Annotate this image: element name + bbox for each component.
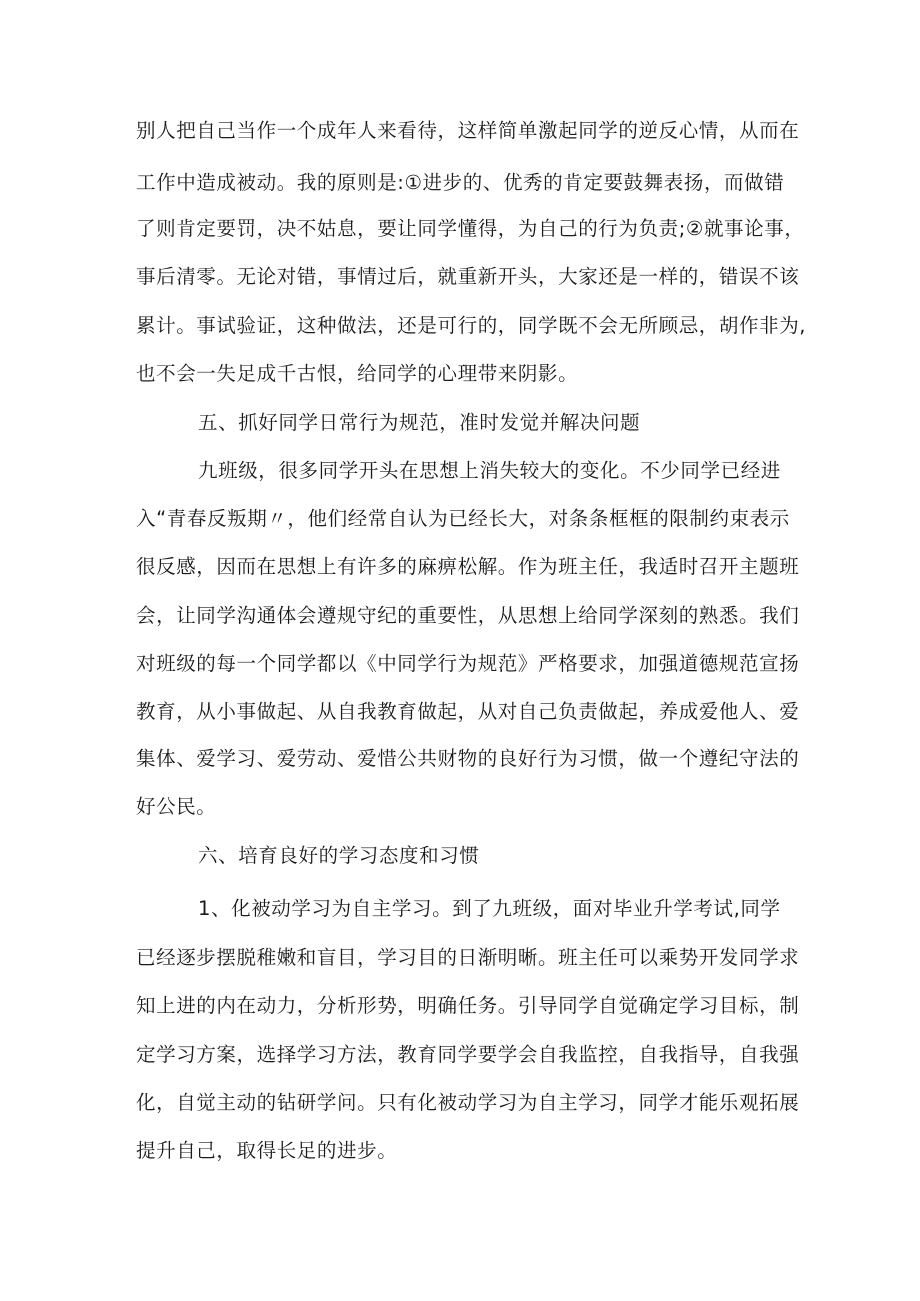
text-line: 很反感，因而在思想上有许多的麻痹松解。作为班主任，我适时召开主题班 bbox=[136, 555, 800, 578]
section-heading: 六、培育良好的学习态度和习惯 bbox=[198, 844, 480, 867]
text-line: 已经逐步摆脱稚嫩和盲目，学习目的日渐明晰。班主任可以乘势开发同学求 bbox=[136, 946, 800, 969]
text-line: 集体、爱学习、爱劳动、爱惜公共财物的良好行为习惯，做一个遵纪守法的 bbox=[136, 747, 800, 770]
text-line: 化，自觉主动的钻研学问。只有化被动学习为自主学习，同学才能乐观拓展 bbox=[136, 1091, 800, 1114]
text-line: 好公民。 bbox=[136, 795, 217, 818]
text-line: 1、化被动学习为自主学习。到了九班级，面对毕业升学考试,同学 bbox=[198, 897, 781, 920]
text-line: 九班级，很多同学开头在思想上消失较大的变化。不少同学已经进 bbox=[198, 459, 781, 482]
text-line: 别人把自己当作一个成年人来看待，这样简单激起同学的逆反心情，从而在 bbox=[136, 119, 800, 142]
text-line: 教育，从小事做起、从自我教育做起，从对自己负责做起，养成爱他人、爱 bbox=[136, 700, 800, 723]
text-line: 定学习方案，选择学习方法，教育同学要学会自我监控，自我指导，自我强 bbox=[136, 1043, 800, 1066]
text-line: 累计。事试验证，这种做法，还是可行的，同学既不会无所顾忌，胡作非为, bbox=[136, 314, 807, 337]
text-line: 对班级的每一个同学都以《中同学行为规范》严格要求，加强道德规范宣扬 bbox=[136, 652, 800, 675]
text-line: 也不会一失足成千古恨，给同学的心理带来阴影。 bbox=[136, 362, 579, 385]
text-line: 知上进的内在动力，分析形势，明确任务。引导同学自觉确定学习目标，制 bbox=[136, 994, 800, 1017]
text-line: 入“青春反叛期〃，他们经常自认为已经长大，对条条框框的限制约束表示 bbox=[136, 507, 790, 530]
text-line: 事后清零。无论对错，事情过后，就重新开头，大家还是一样的，错误不该 bbox=[136, 265, 800, 288]
text-line: 了则肯定要罚，决不姑息，要让同学懂得，为自己的行为负责;②就事论事， bbox=[136, 217, 805, 240]
text-line: 会，让同学沟通体会遵规守纪的重要性，从思想上给同学深刻的熟悉。我们 bbox=[136, 604, 800, 627]
text-line: 提升自己，取得长足的进步。 bbox=[136, 1139, 398, 1162]
text-line: 工作中造成被动。我的原则是:①进步的、优秀的肯定要鼓舞表扬，而做错 bbox=[136, 171, 785, 194]
section-heading: 五、抓好同学日常行为规范，准时发觉并解决问题 bbox=[198, 411, 641, 434]
